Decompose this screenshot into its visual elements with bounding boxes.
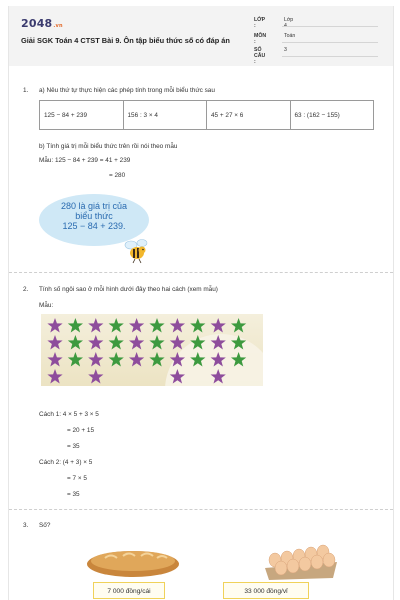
star-icon — [129, 352, 144, 366]
site-logo[interactable] — [21, 17, 63, 30]
divider — [282, 56, 378, 57]
meta-key: LỚP : — [254, 17, 265, 29]
star-icon — [68, 352, 83, 366]
meta-key: MÔN : — [254, 33, 267, 45]
document-page — [8, 6, 394, 600]
egg-tray-image — [261, 538, 341, 582]
star-icon — [109, 335, 124, 349]
method-2: Cách 2: (4 + 3) × 5 — [39, 459, 93, 466]
method-1-step: = 20 + 15 — [67, 427, 95, 434]
star-icon — [170, 318, 185, 332]
star-icon — [109, 352, 124, 366]
question-2-prompt: Tính số ngôi sao ở mỗi hình dưới đây theo hai cách (xem mẫu) — [39, 286, 218, 293]
page-title: Giải SGK Toán 4 CTST Bài 9. Ôn tập biểu thức số có đáp án — [21, 36, 230, 45]
star-figure — [41, 314, 263, 386]
expression-cell: 156 : 3 × 4 — [123, 101, 207, 130]
star-icon — [47, 335, 62, 349]
question-number: 1. — [23, 87, 29, 94]
star-icon — [47, 352, 62, 366]
meta-key: SỐ CÂU : — [254, 47, 266, 65]
expression-cell: 63 : (162 − 155) — [290, 101, 374, 130]
star-icon — [68, 335, 83, 349]
meta-value: Toán — [284, 33, 296, 39]
divider — [282, 42, 378, 43]
method-2-step: = 7 × 5 — [67, 475, 87, 482]
star-icon — [88, 352, 103, 366]
star-icon — [149, 352, 164, 366]
bee-icon — [122, 235, 152, 265]
star-icon — [88, 335, 103, 349]
method-1: Cách 1: 4 × 5 + 3 × 5 — [39, 411, 99, 418]
divider — [282, 26, 378, 27]
meta-value: 3 — [284, 47, 287, 53]
bread-image — [85, 544, 181, 578]
bread-price-label: 7 000 đồng/cái — [93, 582, 165, 599]
eggs-price-label: 33 000 đồng/vỉ — [223, 582, 309, 599]
question-1-part-b: b) Tính giá trị mỗi biểu thức trên rồi nói theo mẫu — [39, 143, 178, 150]
question-3-prompt: Số? — [39, 522, 51, 529]
bubble-line: 280 là giá trị của — [60, 201, 128, 211]
sample-label: Mẫu: — [39, 302, 54, 309]
expression-cell: 125 − 84 + 239 — [40, 101, 124, 130]
expression-table — [39, 100, 374, 130]
star-icon — [47, 369, 62, 383]
star-icon — [68, 318, 83, 332]
star-icon — [149, 335, 164, 349]
sample-line: Mẫu: 125 − 84 + 239 = 41 + 239 — [39, 157, 131, 164]
star-icon — [88, 369, 103, 383]
expression-cell: 45 + 27 × 6 — [207, 101, 291, 130]
bubble-line: biểu thức — [75, 211, 113, 221]
logo-suffix: .vn — [53, 23, 63, 29]
question-1-part-a: a) Nêu thứ tự thực hiện các phép tính trong mỗi biểu thức sau — [39, 87, 215, 94]
star-icon — [129, 318, 144, 332]
logo-text: 2048 — [21, 17, 53, 30]
method-2-result: = 35 — [67, 491, 80, 498]
star-icon — [109, 318, 124, 332]
star-icon — [88, 318, 103, 332]
meta-value: Lớp 4 — [284, 17, 294, 29]
star-icon — [170, 335, 185, 349]
section-divider — [9, 272, 393, 273]
table-row — [40, 101, 374, 130]
bubble-line: 125 − 84 + 239. — [62, 221, 126, 231]
header — [9, 6, 393, 66]
star-grid — [41, 314, 263, 386]
star-icon — [231, 318, 246, 332]
star-icon — [190, 318, 205, 332]
method-1-result: = 35 — [67, 443, 80, 450]
star-icon — [149, 318, 164, 332]
star-icon — [47, 318, 62, 332]
question-number: 3. — [23, 522, 29, 529]
section-divider — [9, 509, 393, 510]
sample-result: = 280 — [109, 172, 126, 179]
question-number: 2. — [23, 286, 29, 293]
star-icon — [129, 335, 144, 349]
star-icon — [211, 318, 226, 332]
